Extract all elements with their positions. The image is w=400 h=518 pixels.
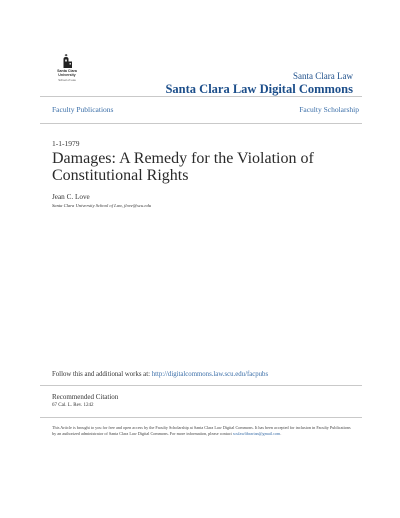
follow-prefix: Follow this and additional works at: bbox=[52, 371, 152, 378]
header-divider bbox=[40, 96, 362, 97]
author-affiliation: Santa Clara University School of Law, jlove@scu.edu bbox=[52, 203, 152, 208]
citation-text: 67 Cal. L. Rev. 1242 bbox=[52, 403, 94, 408]
mission-tower-icon bbox=[61, 54, 73, 68]
follow-divider bbox=[40, 385, 362, 386]
notice-text: This Article is brought to you for free and open access by the Faculty Scholarship at Santa Clara Law Digital Commons. It has been accepted for inclusion in Faculty Publications by an authorized administrator of Santa Clara Law Digital Commons. For more information, please contact bbox=[52, 425, 351, 437]
logo-text-line3: School of Law bbox=[58, 78, 76, 82]
nav-divider bbox=[40, 123, 362, 124]
header-titles bbox=[165, 71, 353, 97]
notice-end: . bbox=[280, 431, 282, 437]
publication-date: 1-1-1979 bbox=[52, 139, 80, 148]
collection-url-link[interactable]: http://digitalcommons.law.scu.edu/facpubs bbox=[151, 371, 269, 378]
citation-divider bbox=[40, 417, 362, 418]
faculty-publications-link[interactable]: Faculty Publications bbox=[52, 105, 114, 114]
institution-logo[interactable] bbox=[52, 54, 82, 82]
logo-text-line1: Santa Clara bbox=[57, 69, 77, 73]
logo-text-line2: University bbox=[58, 73, 76, 77]
repository-name-link[interactable]: Santa Clara Law Digital Commons bbox=[165, 82, 353, 96]
institution-name-link[interactable]: Santa Clara Law bbox=[293, 71, 353, 81]
faculty-scholarship-link[interactable]: Faculty Scholarship bbox=[299, 105, 359, 114]
citation-label: Recommended Citation bbox=[52, 393, 119, 401]
access-notice bbox=[52, 425, 352, 437]
contact-email-link[interactable]: sculawlibrarian@gmail.com bbox=[232, 431, 281, 437]
author-name: Jean C. Love bbox=[52, 193, 90, 201]
follow-line bbox=[52, 371, 268, 378]
article-title: Damages: A Remedy for the Violation of Constitutional Rights bbox=[52, 150, 314, 184]
